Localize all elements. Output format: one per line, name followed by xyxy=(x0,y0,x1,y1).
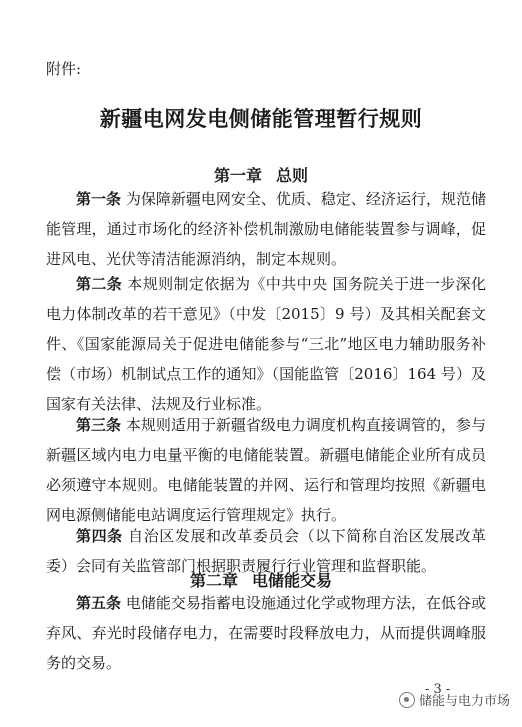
article-label: 第二条 xyxy=(76,275,123,293)
article-text: 本规则适用于新疆省级电力调度机构直接调管的，参与新疆区域内电力电量平衡的电储能装置。新疆电储能企业所有成员必须遵守本规则。电储能装置的并网、运行和管理均按照《新疆电网电源侧储能电站调度运行管理规定》执行。 xyxy=(46,416,486,524)
article-1 xyxy=(46,184,486,274)
article-3 xyxy=(46,410,486,530)
chapter-number: 第二章 xyxy=(189,571,238,590)
chapter-name: 总则 xyxy=(276,166,309,185)
article-text: 本规则制定依据为《中共中央 国务院关于进一步深化电力体制改革的若干意见》（中发〔2015〕9 号）及其相关配套文件、《国家能源局关于促进电储能参与“三北”地区电力辅助服务补偿（市场）机制试点工作的通知》（国能监管〔2016〕164 号）及国家有关法律、法规及行业标准。 xyxy=(46,275,486,413)
chapter-number: 第一章 xyxy=(213,166,262,185)
article-label: 第一条 xyxy=(76,190,122,208)
document-title: 新疆电网发电侧储能管理暂行规则 xyxy=(99,106,423,131)
article-2 xyxy=(46,269,486,419)
article-label: 第五条 xyxy=(76,594,122,612)
chapter-name: 电储能交易 xyxy=(252,571,333,590)
article-text: 电储能交易指蓄电设施通过化学或物理方法，在低谷或弃风、弃光时段储存电力，在需要时段释放电力，从而提供调峰服务的交易。 xyxy=(46,594,486,672)
article-text: 为保障新疆电网安全、优质、稳定、经济运行，规范储能管理，通过市场化的经济补偿机制激励电储能装置参与调峰，促进风电、光伏等清洁能源消纳，制定本规则。 xyxy=(46,190,486,268)
article-5 xyxy=(46,588,486,678)
article-label: 第四条 xyxy=(76,527,123,545)
article-text: 自治区发展和改革委员会（以下简称自治区发展改革委）会同有关监管部门根据职责履行行业管理和监督职能。 xyxy=(46,527,486,575)
attachment-label: 附件: xyxy=(46,60,82,78)
page-number: - 3 - xyxy=(425,682,451,697)
chapter-heading-1 xyxy=(0,163,522,186)
watermark xyxy=(399,690,510,709)
wechat-channel-icon xyxy=(399,692,415,708)
watermark-text: 储能与电力市场 xyxy=(418,694,510,709)
article-label: 第三条 xyxy=(76,416,122,434)
